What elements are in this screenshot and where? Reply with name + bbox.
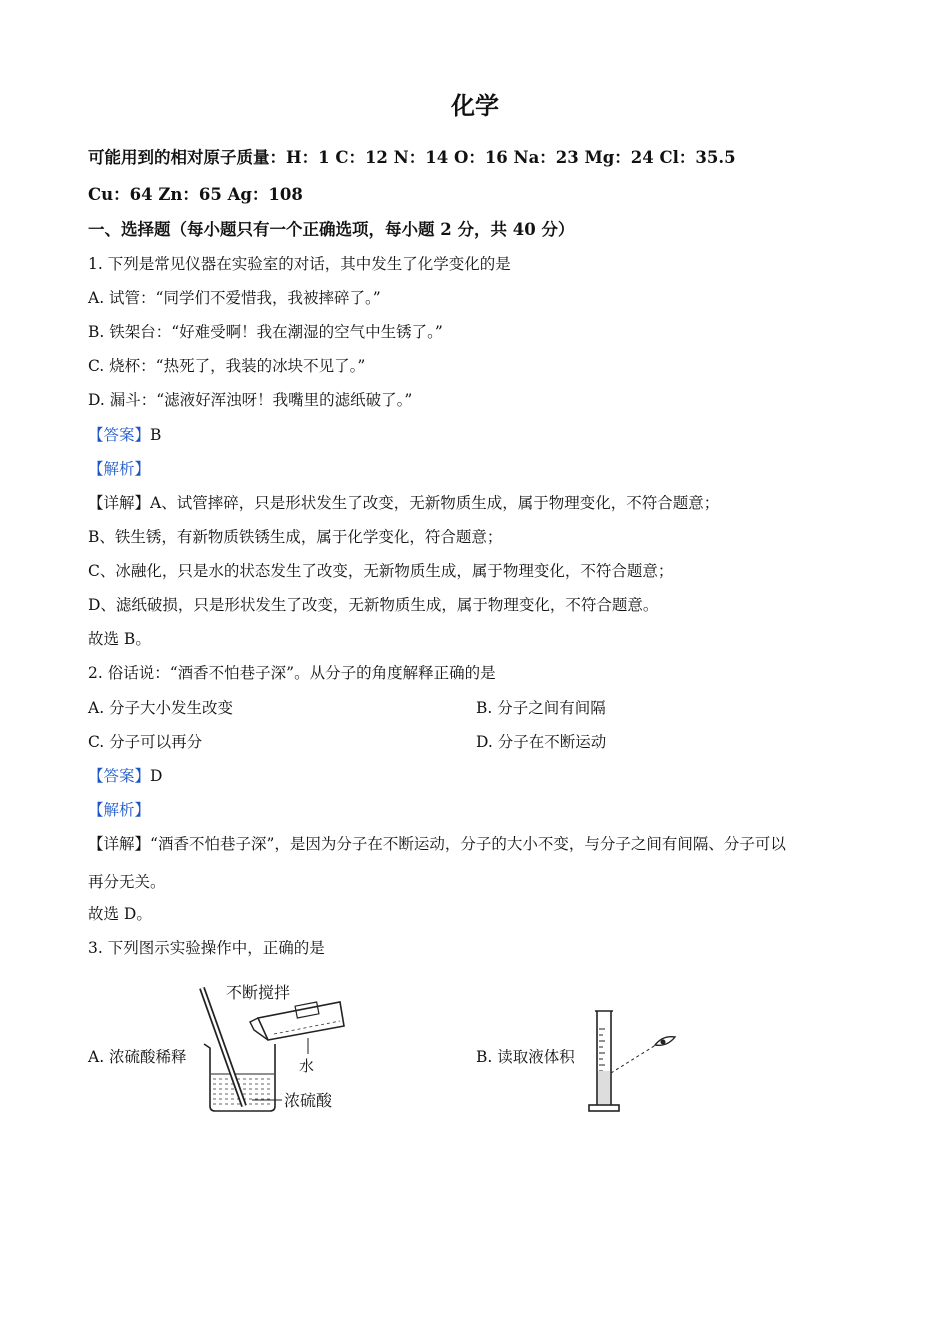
section-heading: 一、选择题（每小题只有一个正确选项，每小题 2 分，共 40 分） (88, 220, 575, 239)
atomic-mass-line-1: 可能用到的相对原子质量：H：1 C：12 N：14 O：16 Na：23 Mg：24 Cl：35.5 (88, 148, 736, 167)
q3-stem: 3. 下列图示实验操作中，正确的是 (88, 939, 325, 957)
label-stir: 不断搅拌 (226, 983, 291, 1002)
q1-answer (88, 423, 161, 445)
answer-value: D (150, 767, 163, 785)
figure-acid-dilution (190, 978, 355, 1118)
detail-text: A、试管摔碎，只是形状发生了改变，无新物质生成，属于物理变化，不符合题意； (150, 494, 720, 512)
q2-detail-2: 再分无关。 (88, 873, 166, 891)
answer-tag: 【答案】 (88, 767, 151, 785)
q1-option-c: C. 烧杯：“热死了，我装的冰块不见了。” (88, 357, 366, 375)
figure-graduated-cylinder (585, 1005, 685, 1115)
page-title: 化学 (451, 91, 499, 120)
atomic-mass-line-2: Cu：64 Zn：65 Ag：108 (88, 185, 303, 204)
q1-detail-3: C、冰融化，只是水的状态发生了改变，无新物质生成，属于物理变化，不符合题意； (88, 562, 674, 580)
q1-analysis-tag: 【解析】 (88, 460, 151, 478)
q1-detail-4: D、滤纸破损，只是形状发生了改变，无新物质生成，属于物理变化，不符合题意。 (88, 596, 659, 614)
q3-option-a: A. 浓硫酸稀释 (88, 1048, 187, 1066)
q1-conclusion: 故选 B。 (88, 630, 151, 648)
q2-option-b: B. 分子之间有间隔 (476, 699, 606, 717)
q1-detail-2: B、铁生锈，有新物质铁锈生成，属于化学变化，符合题意； (88, 528, 503, 546)
answer-tag: 【答案】 (88, 426, 151, 444)
q3-option-b: B. 读取液体积 (476, 1048, 575, 1066)
q2-detail-1 (88, 832, 786, 854)
q1-option-b: B. 铁架台：“好难受啊！我在潮湿的空气中生锈了。” (88, 323, 443, 341)
q2-answer (88, 764, 162, 786)
q2-analysis-tag: 【解析】 (88, 801, 151, 819)
q1-detail-1 (88, 491, 719, 513)
detail-tag: 【详解】 (88, 494, 151, 512)
detail-tag: 【详解】 (88, 835, 151, 853)
q1-option-a: A. 试管：“同学们不爱惜我，我被摔碎了。” (88, 289, 381, 307)
q2-stem: 2. 俗话说：“酒香不怕巷子深”。从分子的角度解释正确的是 (88, 664, 496, 682)
q2-option-c: C. 分子可以再分 (88, 733, 203, 751)
detail-text: “酒香不怕巷子深”，是因为分子在不断运动，分子的大小不变，与分子之间有间隔、分子可以 (150, 835, 786, 853)
q2-option-d: D. 分子在不断运动 (476, 733, 607, 751)
q1-option-d: D. 漏斗：“滤液好浑浊呀！我嘴里的滤纸破了。” (88, 391, 413, 409)
label-acid: 浓硫酸 (284, 1091, 333, 1110)
answer-value: B (150, 426, 162, 444)
q2-conclusion: 故选 D。 (88, 905, 152, 923)
q2-option-a: A. 分子大小发生改变 (88, 699, 234, 717)
q1-stem: 1. 下列是常见仪器在实验室的对话，其中发生了化学变化的是 (88, 255, 511, 273)
label-water: 水 (299, 1057, 315, 1075)
